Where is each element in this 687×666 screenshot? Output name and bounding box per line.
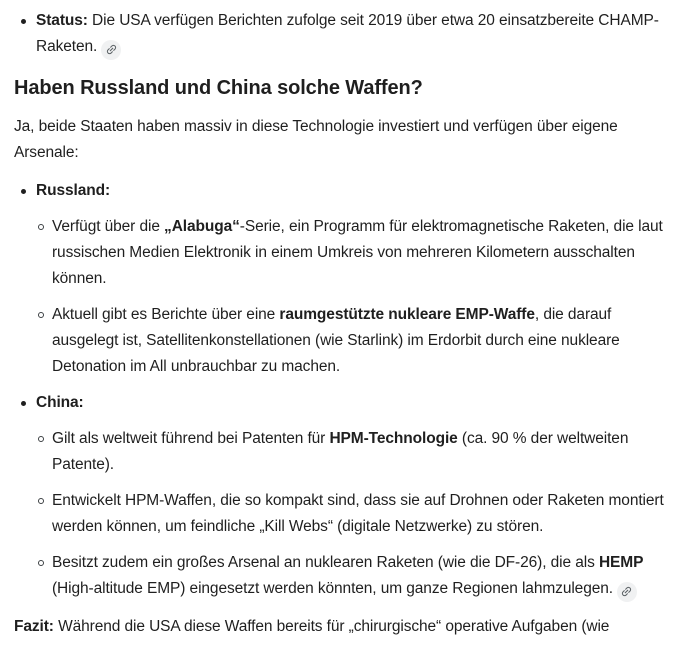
russia-points: [36, 214, 673, 380]
fazit-text: Während die USA diese Waffen bereits für „chirurgische“ operative Aufgaben (wie: [53, 618, 610, 635]
point-text: , die darauf ausgelegt ist, Satellitenkonstellationen (wie Starlink) im Erdorbit durch eine nukleare Detonation im All unbrauchbar zu machen.: [52, 306, 620, 375]
country-label-russia: Russland:: [36, 182, 111, 199]
point-text: (High-altitude EMP) eingesetzt werden könnten, um ganze Regionen lahmzulegen.: [52, 580, 613, 597]
point-text: Aktuell gibt es Berichte über eine: [52, 306, 280, 323]
point-bold-text: HEMP: [598, 554, 644, 571]
point-text: Gilt als weltweit führend bei Patenten für: [52, 430, 330, 447]
countries-list: [14, 178, 673, 602]
fazit-label: Fazit:: [14, 618, 54, 635]
point-bold-text: „Alabuga“: [164, 218, 240, 235]
sub-list-item: [52, 550, 673, 602]
status-label: Status:: [36, 12, 88, 29]
country-label-china: China:: [36, 394, 84, 411]
point-bold-text: HPM-Technologie: [329, 430, 458, 447]
point-text: Besitzt zudem ein großes Arsenal an nuklearen Raketen (wie die DF-26), die als: [52, 554, 599, 571]
sub-list-item: [52, 426, 673, 478]
point-text: Entwickelt HPM-Waffen, die so kompakt sind, dass sie auf Drohnen oder Raketen montiert werden können, um feindliche „Kill Webs“ (digitale Netzwerke) zu stören.: [52, 492, 664, 535]
intro-paragraph: Ja, beide Staaten haben massiv in diese Technologie investiert und verfügen über eigene Arsenale:: [14, 118, 618, 161]
list-item-russia: [36, 178, 673, 380]
citation-chip[interactable]: [617, 582, 637, 602]
status-list: [14, 8, 673, 60]
china-points: [36, 426, 673, 602]
link-icon: [618, 582, 636, 600]
sub-list-item: [52, 488, 673, 540]
sub-list-item: [52, 302, 673, 380]
list-item-china: [36, 390, 673, 602]
sub-list-item: [52, 214, 673, 292]
point-text: (ca. 90 % der weltweiten Patente).: [52, 430, 629, 473]
link-icon: [102, 40, 120, 58]
point-text: -Serie, ein Programm für elektromagnetische Raketen, die laut russischen Medien Elektronik in einem Umkreis von mehreren Kilometern ausschalten können.: [52, 218, 663, 287]
point-bold-text: raumgestützte nukleare EMP-Waffe: [279, 306, 535, 323]
citation-chip[interactable]: [101, 40, 121, 60]
point-text: Verfügt über die: [52, 218, 165, 235]
fazit-paragraph: [14, 614, 673, 640]
list-item-status: [36, 8, 673, 60]
section-heading: Haben Russland und China solche Waffen?: [14, 77, 423, 99]
status-text: Die USA verfügen Berichten zufolge seit 2019 über etwa 20 einsatzbereite CHAMP-Raketen.: [36, 12, 659, 55]
